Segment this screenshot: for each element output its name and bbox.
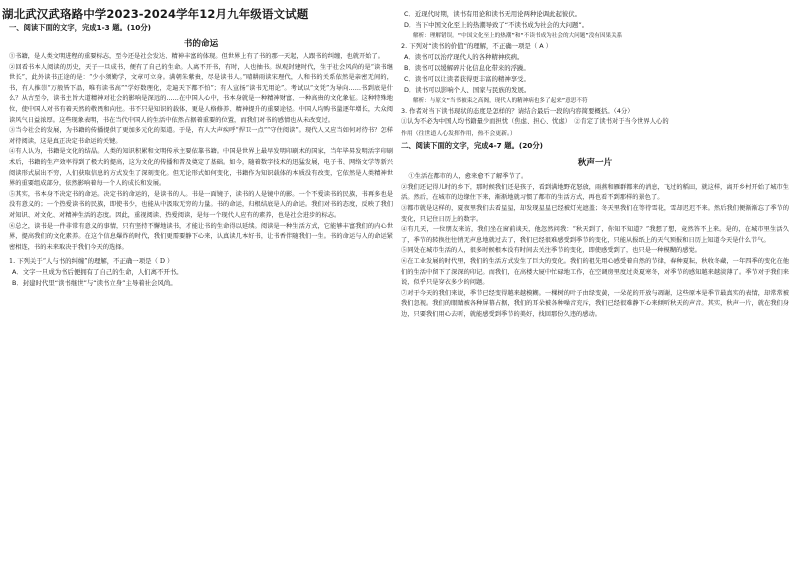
question-1-option-b: B．封建时代里“读书继世”与“读书立身”主导着社会风尚。 (12, 278, 177, 287)
article1-paragraph-1: ①书籍，是人类文明进程的重要标志，至今还是社会发达、精神丰富的体现。但世界上有了书的那一天起，人跟书的纠缠，也就开始了。 (9, 53, 384, 60)
question-1-option-a: A．文字一旦成为书后便拥有了自己的生命，人们离不开书。 (12, 267, 183, 276)
article2-paragraph-1: ①生活在都市的人，愈来愈不了解季节了。 (408, 173, 528, 181)
question-1-explanation: 解析：理解错误。“中国文化至上的热潮”和“不读书成为社会的大问题”没有因果关系 (413, 33, 623, 39)
article2-paragraph-5: ⑤同处在城市生活的人，很多时候根本没有时间去关注季节的变化，即使感受到了，也只是一种模糊的感觉。 (401, 247, 701, 255)
article1-paragraph-3: ③当今社会的发展，为书籍的传播提供了更加多元化的渠道。于是，有人大声疾呼“捍卫一点”“守住阅读”。现代人又应当如何对待书？怎样对待阅读，这是真正决定书命运的关键。 (9, 127, 393, 145)
question-2-option-d: D．读书可以影响个人、国家与民族的发展。 (404, 85, 531, 94)
article-title-autumn-sound: 秋声一片 (577, 158, 613, 169)
article2-paragraph-2: ②我们还记得儿时的乡下，那时候我们还是孩子，看到满地野花怒放，雨燕和雁群都来的消息，飞过的稻田，就这样，离开乡村开始了城市生活。然后，在城市的边缘住下来，渐渐地就习惯了都市的生活方式，再也看不到那样的景色了。 (401, 183, 789, 202)
article2-paragraph-4: ④有几天，一位朋友来访，我们坐在窗前谈天，他忽然问我：“秋天到了，你知不知道？”我想了想，竟然答不上来。是的，在城市里生活久了，季节的转换往往悄无声息地就过去了，我们已经很难感受到季节的变化，只能从报纸上的天气预报和日历上知道今天是什么节气。 (401, 226, 789, 244)
question-3-answer-line-2: 作用（往世道人心发挥作用，热不会更新。） (401, 131, 516, 138)
question-2-stem: 2. 下列对“读书的价值”的理解，不正确一项是（ A ） (401, 42, 552, 50)
article1-paragraph-2: ②回看书本人阅读的历史，天子一旦成书，便有了自己的生命。人离不开书，有时，人也抽书。纵观封建时代，生于社会风尚的是“读书继世长”，此外读书正途的是：“少小须勤学，文章可立身。满朝朱紫贵，尽是读书人。”晴耕雨读宋理代，人和书的关系依然是亲密无间的，书，有人推崇“万般皆下品，唯有读书高”“学好数理化，走遍天下都不怕”；有人宣扬“读书无用论”。考试以“文凭”为导向……书到底是什么？从古至今，读书主旨大道精神对社会的影响是深远的……在中国人心中，书本身就是一种精神财富、一种高贵的文化象征。这种特殊地位，使中国人对书有着天然的敬畏和向往。书不只是知识的载体，更是人格修养、精神提升的重要途径。中国人均购书量逐年增长，大众阅读风气日益浓厚。这些现象表明，书在当代中国人的生活中依然占据着重要的位置，而我们对书的感情也从未改变过。 (9, 63, 393, 124)
question-2-option-b: B．读书可以缓解碎片化信息化带来的浮躁。 (404, 63, 530, 72)
question-3-answer-line-1: ①认为不必为中国人均书籍量少而担忧（焦虑、担心、忧虑） ②肯定了读书对于当今世界人心的 (401, 118, 669, 126)
article1-paragraph-4: ④有人认为，书籍是文化的结晶。人类的知识积累和文明传承主要依靠书籍。中国是世界上最早发明印刷术的国家，当年毕昇发明活字印刷术后，书籍的生产效率得到了极大的提高，这为文化的传播和普及奠定了基础。如今，随着数字技术的迅猛发展，电子书、网络文学等新兴阅读形式层出不穷，人们获取信息的方式发生了深刻变化。但无论形式如何变化，书籍作为知识载体的本质没有改变，它依然是人类精神世界的重要组成部分，依然影响着每一个人的成长和发展。 (9, 148, 393, 188)
right-column (401, 0, 789, 562)
question-2-option-c: C．读书可以让读者获得更丰富的精神享受。 (404, 74, 530, 83)
question-2-option-a: A．读书可以治疗现代人的各种精神疾病。 (404, 52, 524, 61)
left-column (9, 0, 393, 562)
question-2-explanation: 解析：与原文“当书被束之高阁，现代人的精神病也多了起来”意思不符 (413, 97, 588, 104)
section1-heading: 一、阅读下面的文字，完成1-3 题。(10分) (9, 23, 151, 32)
section2-heading: 二、阅读下面的文字，完成4-7 题。(20分) (401, 141, 543, 151)
article-title-book-fate: 书的命运 (183, 39, 219, 49)
question-3-stem: 3. 作者对当下读书现状的态度是怎样的？请结合最后一段的内容简要概括。（4分） (401, 106, 634, 115)
question-1-option-d: D．当下中国文化至上的热潮导致了“不读书成为社会的大问题”。 (404, 21, 589, 29)
article1-paragraph-5: ⑤其实，书本身不决定书的命运。决定书的命运的，是读书的人。书是一面镜子，读书的人是镜中的影。一个不爱读书的民族，书再多也是没有意义的；一个热爱读书的民族，即使书少，也能从中汲取无穷的力量。书的命运，归根结底是人的命运。我们对书的态度，反映了我们对知识、对文化、对精神生活的态度。因此，重视阅读、热爱阅读，是每一个现代人应有的素养，也是社会进步的标志。 (9, 190, 393, 219)
article2-paragraph-3: ③都市就是这样的，夏夜里我们去看星星，却发现星星已经被灯光遮盖；冬天里我们在等待雪花，雪却迟迟不来。然后我们便渐渐忘了季节的变化，只记住日历上的数字。 (401, 204, 789, 223)
article2-paragraph-6: ⑥在工业发展的时代里，我们的生活方式发生了巨大的变化。我们的祖先用心感受着自然的节律，春种夏耘，秋收冬藏，一年四季的变化在他们的生活中留下了深深的印记。而我们，在高楼大厦中忙碌地工作，在空调房里度过炎夏寒冬，对季节的感知越来越淡薄了。季节对于我们来说，似乎只是穿衣多少的问题。 (401, 257, 789, 287)
question-1-stem: 1. 下列关于“人与书的纠缠”的理解，不正确一项是（ D ） (9, 257, 174, 266)
exam-title: 湖北武汉武珞路中学2023-2024学年12月九年级语文试题 (2, 7, 309, 21)
article2-paragraph-7: ⑦对于今天的我们来说，季节已经变得越来越模糊。一棵树的叶子由绿变黄，一朵花的开放与凋谢，这些原本是季节最真实的表情，却常常被我们忽视。我们的眼睛被各种屏幕占据，我们的耳朵被各种噪音充斥，我们已经很难静下心来倾听秋天的声音。其实，秋声一片，就在我们身边，只要我们用心去听，就能感受到季节的美好，找回那份久违的感动。 (401, 289, 789, 318)
article1-paragraph-6: ⑥总之，读书是一件非常有意义的事情，只有坚持不懈地读书，才能让书的生命得以延续。阅读是一种生活方式，它能够丰富我们的内心世界，提高我们的文化素养。在这个信息爆炸的时代，我们更需要静下心来，认真读几本好书，让书香伴随我们一生。书的命运与人的命运紧密相连，书的未来取决于我们今天的选择。 (9, 222, 393, 251)
question-1-option-c: C．近现代时期，读书有用论和读书无用论两种论调此起彼伏。 (404, 10, 582, 18)
